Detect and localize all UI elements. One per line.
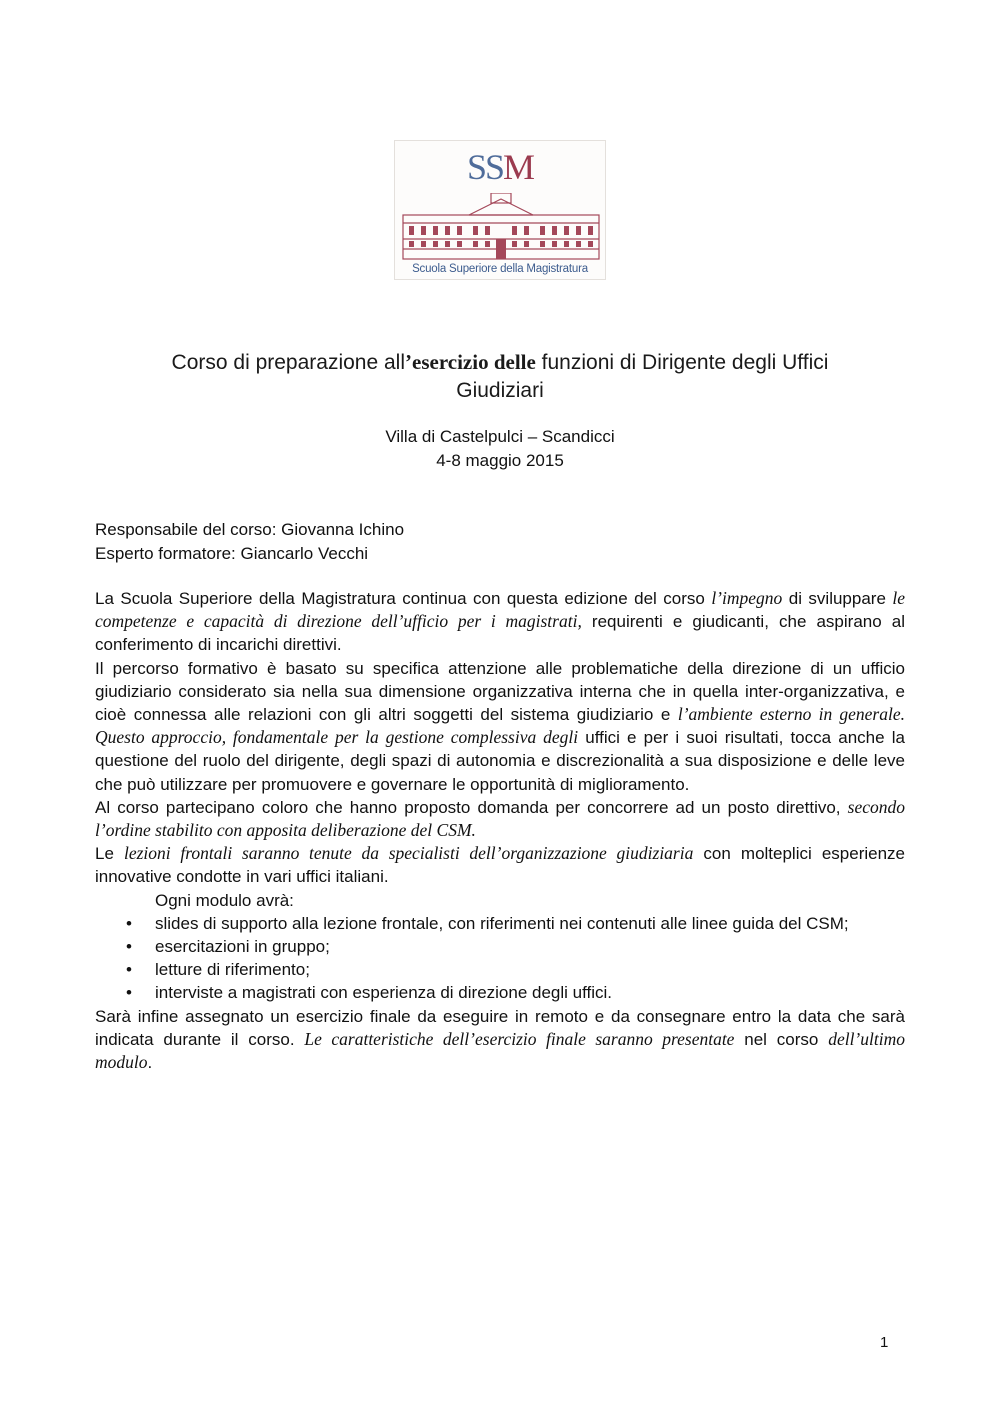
intro-paragraph: La Scuola Superiore della Magistratura continua con questa edizione del corso l’impegno di sviluppare le competenze e capacità di direzione dell’ufficio per i magistrati, requirenti e giudicanti, che aspirano al conferimento di incarichi direttivi. (95, 588, 906, 655)
list-item: • letture di riferimento; (95, 958, 905, 981)
bullet-icon: • (126, 913, 132, 933)
ssm-logo-caption: Scuola Superiore della Magistratura (412, 263, 588, 275)
list-item: • interviste a magistrati con esperienza di direzione degli uffici. (95, 981, 905, 1004)
course-description (95, 587, 905, 1074)
modules-intro: Ogni modulo avrà: (155, 890, 294, 910)
course-trainer: Esperto formatore: Giancarlo Vecchi (95, 544, 369, 563)
bullet-icon: • (126, 960, 132, 980)
lessons-paragraph: Le lezioni frontali saranno tenute da specialisti dell’organizzazione giudiziaria con molteplici esperienze innovative condotte in vari uffici italiani. (95, 843, 905, 887)
course-venue (60, 425, 940, 473)
venue-dates: 4-8 maggio 2015 (436, 451, 564, 470)
participants-paragraph: Al corso partecipano coloro che hanno proposto domanda per concorrere ad un posto direttivo, secondo l’ordine stabilito con apposita deliberazione del CSM. (95, 796, 905, 841)
final-exercise-paragraph: Sarà infine assegnato un esercizio finale da eseguire in remoto e da consegnare entro la data che sarà indicata durante il corso. Le caratteristiche dell’esercizio finale saranno presentate nel corso dell’ultimo modulo. (95, 1006, 905, 1073)
bullet-icon: • (126, 983, 132, 1003)
approach-paragraph: Il percorso formativo è basato su specifica attenzione alle problematiche della direzione di un ufficio giudiziario considerato sia nella sua dimensione organizzativa interna che in quella inter-organizzativa, e cioè connessa alle relazioni con gli altri soggetti del sistema giudiziario e l’ambiente esterno in generale. Questo approccio, fondamentale per la gestione complessiva degli uffici e per i suoi risultati, tocca anche la questione del ruolo del dirigente, degli spazi di autonomia e discrezionalità a sua disposizione e delle leve che può utilizzare per promuovere e governare le opportunità di miglioramento. (95, 658, 905, 794)
ssm-logo (394, 140, 606, 280)
course-responsible: Responsabile del corso: Giovanna Ichino (95, 520, 405, 539)
modules-list (95, 912, 905, 1005)
course-staff (95, 518, 404, 566)
page-number: 1 (880, 1334, 889, 1351)
villa-building-icon (399, 193, 603, 263)
list-item: • slides di supporto alla lezione frontale, con riferimenti nei contenuti alle linee guida del CSM; (95, 912, 905, 935)
venue-place: Villa di Castelpulci – Scandicci (385, 427, 615, 446)
list-item: • esercitazioni in gruppo; (95, 935, 905, 958)
ssm-logo-wordmark: SSM (466, 147, 534, 187)
bullet-icon: • (126, 937, 132, 957)
course-title: Corso di preparazione all’esercizio delle funzioni di Dirigente degli Uffici Giudiziari (171, 350, 829, 402)
